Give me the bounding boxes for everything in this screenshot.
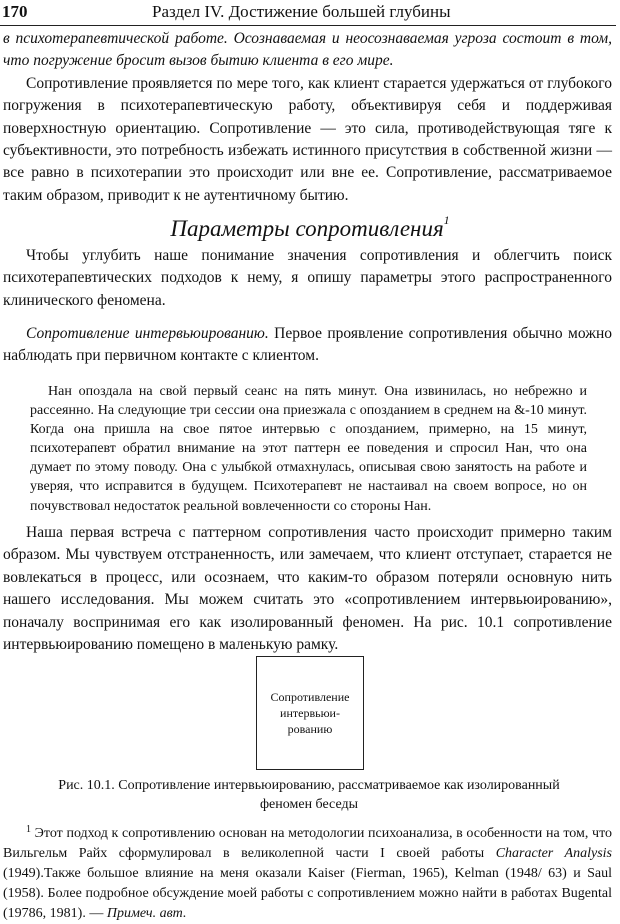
section-footnote-mark: 1: [443, 213, 450, 227]
after-case-paragraph: Наша первая встреча с паттерном сопротивления часто происходит примерно таким образом. Мы чувствуем отстраненность, или замечаем, что клиент отступает, старается не вовлекаться в процесс, или осознаем, что каким-то образом потеряли основную нить нашего исследования. Мы можем считать это «сопротивлением интервьюированию», поначалу воспринимая его как изолированный феномен. На рис. 10.1 сопротивление интервьюированию помещено в маленькую рамку.: [3, 524, 612, 654]
figure-box-line-3: рованию: [287, 722, 333, 736]
intro-block: [3, 28, 612, 207]
case-example-text: Нан опоздала на свой первый сеанс на пять минут. Она извинилась, но небрежно и рассеянно. На следующие три сессии она приезжала с опозданием в среднем на &-10 минут. Когда она пришла на свое пятое интервью с опозданием, примерно, на 15 минут, психотерапевт обратил внимание на этот паттерн ее поведения и спросил Нан, что она думает по этому поводу. Она с улыбкой отмахнулась, описывая свою занятость на работе и уверяя, что исправится в будущем. Психотерапевт не настаивал на своем вопросе, но он почувствовал недостаток реальной вовлеченности со стороны Нан.: [30, 384, 587, 514]
term-block: [3, 323, 612, 368]
figure-caption-line-1: Рис. 10.1. Сопротивление интервьюированию, рассматриваемое как изолированный: [58, 778, 560, 793]
footnote: [3, 820, 612, 924]
footnote-text-b: (1949).Также большое влияние на меня оказали Kaiser (Fierman, 1965), Kelman (1948/ 63) и Saul (1958). Более подробное обсуждение моей работы с сопротивлением можно найти в работах Bugental (19786, 1981). —: [3, 866, 612, 921]
figure-box-line-1: Сопротивление: [270, 690, 350, 704]
section-heading: [0, 205, 620, 244]
figure-caption: [14, 776, 604, 814]
term-text: Первое проявление сопротивления обычно можно наблюдать при первичном контакте с клиентом.: [3, 325, 612, 365]
section-heading-text: Параметры сопротивления: [170, 216, 444, 241]
resistance-paragraph: Сопротивление проявляется по мере того, как клиент старается удержаться от глубокого погружения в психотерапевтическую работу, объективируя себя и поддерживая поверхностную ориентацию. Сопротивление — это сила, противодействующая тяге к субъективности, это потребность избежать истинного присутствия в собственной жизни — все равно в психотерапии это происходит или вне ее. Сопротивление, рассматриваемое таким образом, приводит к не аутентичному бытию.: [3, 74, 612, 204]
footnote-book-title: Character Analysis: [495, 846, 612, 861]
footnote-text-a: Этот подход к сопротивлению основан на методологии психоанализа, в особенности на том, что Вильгельм Райх сформулировал в великолепной части I своей работы: [3, 826, 612, 861]
figure-box-line-2: интервьюи-: [280, 706, 340, 720]
italic-continuation: в психотерапевтической работе. Осознаваемая и неосознаваемая угроза состоит в том, что погружение бросит вызов бытию клиента в его мире.: [3, 30, 612, 70]
page-number: 170: [2, 2, 28, 21]
section-intro-block: [3, 245, 612, 312]
running-header: [2, 2, 614, 24]
footnote-mark: 1: [26, 824, 31, 835]
term-label: Сопротивление интервьюированию.: [26, 325, 269, 342]
footnote-paragraph: [3, 820, 612, 924]
figure-box-label: [271, 689, 350, 737]
case-example: [30, 382, 587, 516]
figure-caption-line-2: феномен беседы: [259, 797, 359, 812]
section-intro-paragraph: Чтобы углубить наше понимание значения сопротивления и облегчить поиск психотерапевтических подходов к нему, я опишу параметры этого распространенного клинического феномена.: [3, 247, 612, 309]
after-case-block: [3, 522, 612, 656]
term-paragraph: [3, 323, 612, 368]
footnote-author-note: Примеч. авт.: [106, 906, 187, 921]
running-title: Раздел IV. Достижение большей глубины: [152, 2, 451, 21]
header-rule: [0, 25, 616, 26]
figure-box: [256, 656, 364, 770]
